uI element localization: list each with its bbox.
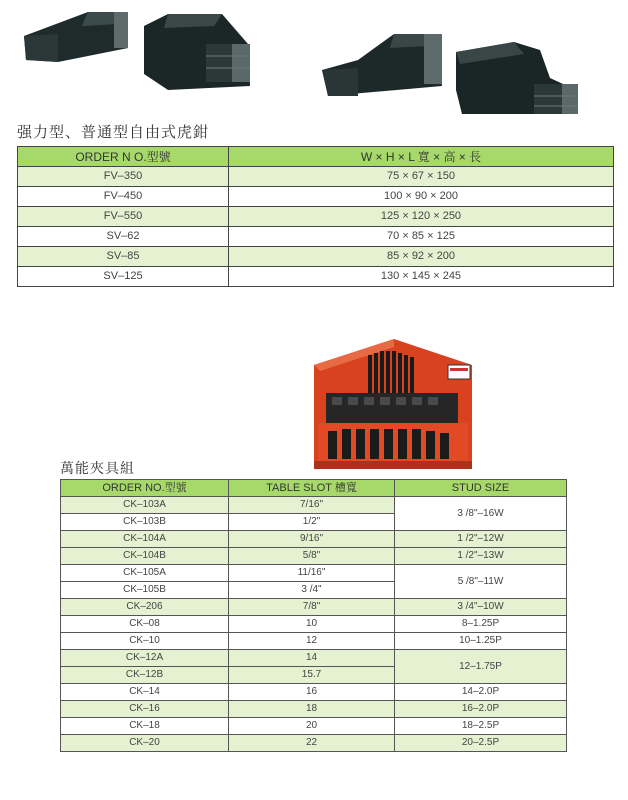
stud-size: 10–1.25P <box>395 633 567 650</box>
table-slot: 22 <box>229 735 395 752</box>
stud-size: 3 /4"–10W <box>395 599 567 616</box>
order-no: CK–12B <box>61 667 229 684</box>
table-row <box>61 497 567 514</box>
table-slot: 14 <box>229 650 395 667</box>
order-no: FV–350 <box>18 167 229 187</box>
stud-size: 12–1.75P <box>395 650 567 684</box>
header-table-slot: TABLE SLOT 槽寬 <box>229 480 395 497</box>
dimensions: 125 × 120 × 250 <box>229 207 614 227</box>
order-no: CK–105A <box>61 565 229 582</box>
vise-photo-right <box>318 30 593 120</box>
dimensions: 70 × 85 × 125 <box>229 227 614 247</box>
order-no: CK–12A <box>61 650 229 667</box>
dimensions: 130 × 145 × 245 <box>229 267 614 287</box>
table-row <box>61 650 567 667</box>
order-no: FV–450 <box>18 187 229 207</box>
clamp-kit-photo <box>298 337 486 471</box>
order-no: CK–14 <box>61 684 229 701</box>
header-order-no: ORDER N O.型號 <box>18 147 229 167</box>
order-no: CK–103A <box>61 497 229 514</box>
order-no: CK–105B <box>61 582 229 599</box>
table-row <box>61 718 567 735</box>
stud-size: 1 /2"–13W <box>395 548 567 565</box>
stud-size: 20–2.5P <box>395 735 567 752</box>
vise-section-title: 强力型、普通型自由式虎鉗 <box>17 123 210 141</box>
order-no: CK–20 <box>61 735 229 752</box>
order-no: SV–125 <box>18 267 229 287</box>
order-no: CK–103B <box>61 514 229 531</box>
order-no: CK–206 <box>61 599 229 616</box>
table-row <box>61 633 567 650</box>
order-no: CK–10 <box>61 633 229 650</box>
order-no: CK–104A <box>61 531 229 548</box>
dimensions: 85 × 92 × 200 <box>229 247 614 267</box>
order-no: CK–104B <box>61 548 229 565</box>
order-no: FV–550 <box>18 207 229 227</box>
header-order-no: ORDER NO.型號 <box>61 480 229 497</box>
stud-size: 16–2.0P <box>395 701 567 718</box>
table-slot: 1/2" <box>229 514 395 531</box>
table-row <box>18 227 614 247</box>
order-no: SV–85 <box>18 247 229 267</box>
table-row <box>61 548 567 565</box>
table-row <box>18 247 614 267</box>
table-slot: 9/16" <box>229 531 395 548</box>
stud-size: 5 /8"–11W <box>395 565 567 599</box>
table-row <box>61 684 567 701</box>
table-slot: 7/8" <box>229 599 395 616</box>
table-row <box>61 599 567 616</box>
stud-size: 8–1.25P <box>395 616 567 633</box>
table-row <box>18 187 614 207</box>
stud-size: 18–2.5P <box>395 718 567 735</box>
table-row <box>61 565 567 582</box>
stud-size: 14–2.0P <box>395 684 567 701</box>
dimensions: 75 × 67 × 150 <box>229 167 614 187</box>
table-row <box>18 267 614 287</box>
table-row <box>61 701 567 718</box>
table-slot: 16 <box>229 684 395 701</box>
order-no: CK–16 <box>61 701 229 718</box>
table-row <box>61 531 567 548</box>
order-no: CK–18 <box>61 718 229 735</box>
table-slot: 3 /4" <box>229 582 395 599</box>
vise-spec-table <box>17 146 614 287</box>
table-slot: 7/16" <box>229 497 395 514</box>
table-row <box>18 167 614 187</box>
stud-size: 1 /2"–12W <box>395 531 567 548</box>
dimensions: 100 × 90 × 200 <box>229 187 614 207</box>
table-slot: 10 <box>229 616 395 633</box>
table-slot: 12 <box>229 633 395 650</box>
clamp-section-title: 萬能夾具組 <box>60 461 135 477</box>
stud-size: 3 /8"–16W <box>395 497 567 531</box>
table-slot: 15.7 <box>229 667 395 684</box>
header-stud-size: STUD SIZE <box>395 480 567 497</box>
table-slot: 11/16" <box>229 565 395 582</box>
table-slot: 18 <box>229 701 395 718</box>
table-slot: 5/8" <box>229 548 395 565</box>
order-no: CK–08 <box>61 616 229 633</box>
table-row <box>61 616 567 633</box>
table-slot: 20 <box>229 718 395 735</box>
vise-photo-left <box>18 4 258 96</box>
table-row <box>18 207 614 227</box>
table-row <box>61 735 567 752</box>
header-dimensions: W × H × L 寬 × 高 × 長 <box>229 147 614 167</box>
order-no: SV–62 <box>18 227 229 247</box>
clamp-kit-table <box>60 479 567 752</box>
